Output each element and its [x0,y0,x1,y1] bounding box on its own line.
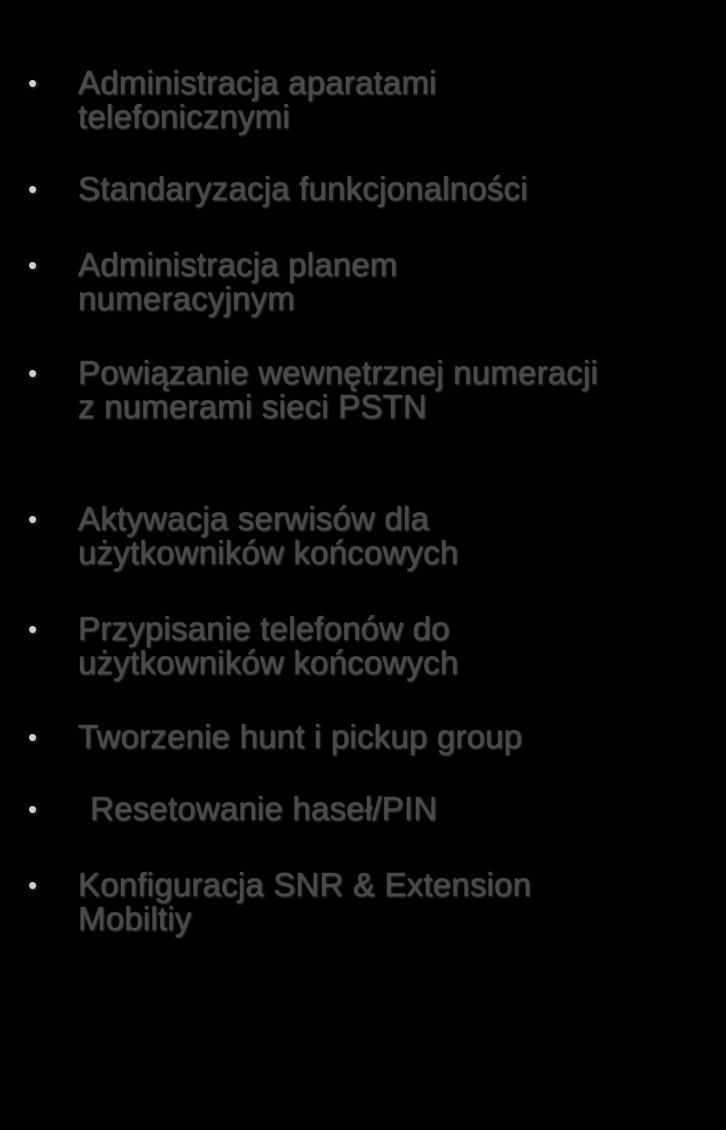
list-item-line: numeracyjnym [78,280,295,317]
bullet-icon: • [28,358,38,388]
bullet-icon: • [28,250,38,280]
list-item-line: z numerami sieci PSTN [78,388,427,425]
list-item-line: telefonicznymi [78,98,290,135]
list-item-line: Mobiltiy [78,900,192,937]
list-item [28,248,718,316]
list-item-line: Administracja planem [78,246,398,283]
list-item [28,66,718,134]
bullet-icon: • [28,794,38,824]
list-item-line: Administracja aparatami [78,64,437,101]
bullet-icon: • [28,68,38,98]
bullet-icon: • [28,174,38,204]
list-item-line: Konfiguracja SNR & Extension [78,866,532,903]
list-item-line: użytkowników końcowych [78,644,459,681]
list-item-line: Resetowanie haseł/PIN [90,790,438,827]
list-item-line: Aktywacja serwisów dla [78,500,430,537]
list-item [28,792,718,826]
list-item-line: Tworzenie hunt i pickup group [78,718,523,755]
list-item-line: użytkowników końcowych [78,534,459,571]
list-item [28,356,718,424]
bullet-icon: • [28,870,38,900]
list-item [28,868,718,936]
bullet-icon: • [28,614,38,644]
list-item [28,720,718,754]
list-item [28,612,718,680]
list-item-line: Powiązanie wewnętrznej numeracji [78,354,598,391]
list-item [28,502,718,570]
list-item-line: Standaryzacja funkcjonalności [78,170,528,207]
bullet-icon: • [28,722,38,752]
bullet-icon: • [28,504,38,534]
list-item [28,172,718,206]
list-item-line: Przypisanie telefonów do [78,610,450,647]
